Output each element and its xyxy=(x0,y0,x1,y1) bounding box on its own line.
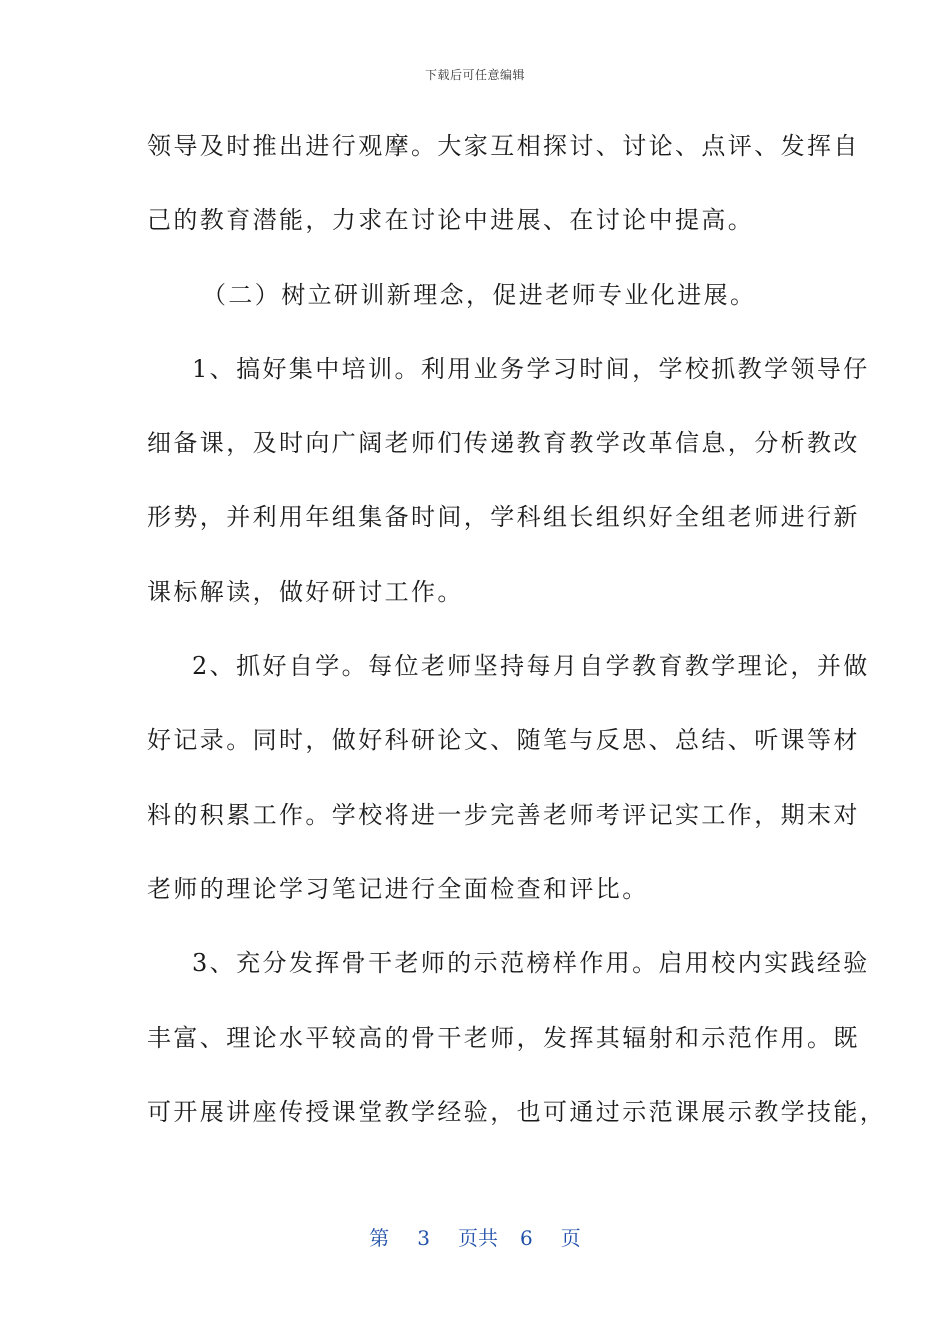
footer-middle: 页共 xyxy=(458,1226,498,1250)
paragraph-start-line: 2、抓好自学。每位老师坚持每月自学教育教学理论，并做 xyxy=(192,652,870,681)
text-line: 细备课，及时向广阔老师们传递教育教学改革信息，分析教改 xyxy=(147,429,860,458)
document-body xyxy=(147,122,887,1162)
text-line: 好记录。同时，做好科研论文、随笔与反思、总结、听课等材 xyxy=(147,726,860,755)
paragraph-start-line: 3、充分发挥骨干老师的示范榜样作用。启用校内实践经验 xyxy=(192,949,870,978)
text-line: 料的积累工作。学校将进一步完善老师考评记实工作，期末对 xyxy=(147,800,860,829)
text-line: 形势，并利用年组集备时间，学科组长组织好全组老师进行新 xyxy=(147,503,860,532)
footer-suffix: 页 xyxy=(560,1226,581,1250)
text-line: 己的教育潜能，力求在讨论中进展、在讨论中提高。 xyxy=(147,206,755,235)
footer-prefix: 第 xyxy=(369,1226,390,1250)
page-number-footer xyxy=(0,1222,950,1251)
text-line: 领导及时推出进行观摩。大家互相探讨、讨论、点评、发挥自 xyxy=(147,132,860,160)
text-line: 老师的理论学习笔记进行全面检查和评比。 xyxy=(147,874,649,903)
text-line: 课标解读，做好研讨工作。 xyxy=(147,577,464,606)
total-pages-number: 6 xyxy=(520,1226,533,1250)
page-header-note: 下载后可任意编辑 xyxy=(424,68,525,82)
paragraph-start-line: 1、搞好集中培训。利用业务学习时间，学校抓教学领导仔 xyxy=(192,354,870,383)
text-line: 丰富、理论水平较高的骨干老师，发挥其辐射和示范作用。既 xyxy=(147,1023,860,1052)
text-line: 可开展讲座传授课堂教学经验，也可通过示范课展示教学技能， xyxy=(147,1097,887,1126)
current-page-number: 3 xyxy=(417,1226,430,1250)
section-heading: （二）树立研训新理念，促进老师专业化进展。 xyxy=(202,280,757,309)
